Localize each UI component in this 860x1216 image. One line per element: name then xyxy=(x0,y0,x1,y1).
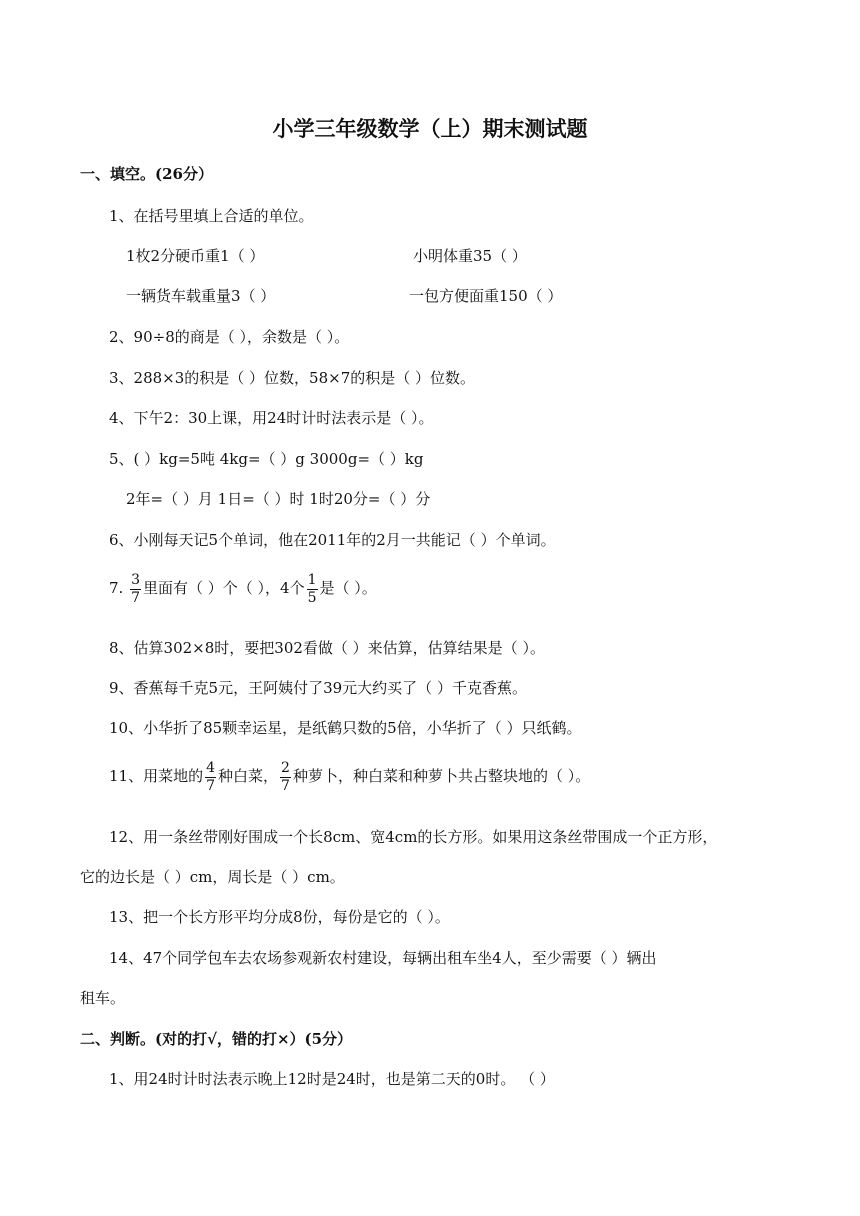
q11-f1-denominator: 7 xyxy=(206,777,216,794)
q7-prefix: 7. xyxy=(109,579,124,597)
q11-f2-numerator: 2 xyxy=(281,759,290,776)
question-14a: 14、47个同学包车去农场参观新农村建设，每辆出租车坐4人，至少需要（ ）辆出 xyxy=(109,949,657,967)
q11-suffix: 种萝卜，种白菜和种萝卜共占整块地的（ ）。 xyxy=(292,767,591,785)
q11-fraction-1 xyxy=(205,760,216,795)
question-2: 2、90÷8的商是（ ），余数是（ ）。 xyxy=(109,328,350,346)
question-5b: 2年=（ ）月 1日=（ ）时 1时20分=（ ）分 xyxy=(126,490,431,508)
section1-heading: 一、填空。(26分） xyxy=(80,165,213,183)
question-6: 6、小刚每天记5个单词，他在2011年的2月一共能记（ ）个单词。 xyxy=(109,531,556,549)
question-3: 3、288×3的积是（ ）位数，58×7的积是（ ）位数。 xyxy=(109,369,476,387)
q7-fraction-2 xyxy=(307,572,318,607)
page-title: 小学三年级数学（上）期末测试题 xyxy=(272,116,588,141)
q7-fraction-1 xyxy=(130,572,141,607)
question-10: 10、小华折了85颗幸运星，是纸鹤只数的5倍，小华折了（ ）只纸鹤。 xyxy=(109,719,582,737)
question-4: 4、下午2：30上课，用24时计时法表示是（ ）。 xyxy=(109,409,434,427)
question-12b: 它的边长是（ ）cm，周长是（ ）cm。 xyxy=(80,868,345,886)
question-1c: 一辆货车载重量3（ ） xyxy=(126,287,276,305)
question-5a: 5、( ）kg=5吨 4kg=（ ）g 3000g=（ ）kg xyxy=(109,450,424,468)
question-14b: 租车。 xyxy=(80,989,126,1007)
question-9: 9、香蕉每千克5元，王阿姨付了39元大约买了（ ）千克香蕉。 xyxy=(109,679,527,697)
question-13: 13、把一个长方形平均分成8份，每份是它的（ ）。 xyxy=(109,908,450,926)
question-1b: 小明体重35（ ） xyxy=(413,247,527,265)
question-1d: 一包方便面重150（ ） xyxy=(409,287,563,305)
q11-fraction-2 xyxy=(280,760,291,795)
q11-f1-numerator: 4 xyxy=(206,759,216,776)
question-11 xyxy=(109,756,590,796)
question-8: 8、估算302×8时，要把302看做（ ）来估算，估算结果是（ ）。 xyxy=(109,639,545,657)
question-1a: 1枚2分硬币重1（ ） xyxy=(126,247,265,265)
section2-heading: 二、判断。(对的打√，错的打×）(5分） xyxy=(80,1030,353,1048)
q11-prefix: 11、用菜地的 xyxy=(109,767,204,785)
q11-f2-denominator: 7 xyxy=(281,777,290,794)
q7-mid: 里面有（ ）个（ ），4个 xyxy=(143,579,305,597)
judge-question-1: 1、用24时计时法表示晚上12时是24时，也是第二天的0时。 （ ） xyxy=(109,1070,555,1088)
q7-f1-numerator: 3 xyxy=(131,571,141,588)
q7-suffix: 是（ ）。 xyxy=(319,579,377,597)
q7-f2-numerator: 1 xyxy=(307,571,317,588)
question-12a: 12、用一条丝带刚好围成一个长8cm、宽4cm的长方形。如果用这条丝带围成一个正方形， xyxy=(109,828,718,846)
q7-f1-denominator: 7 xyxy=(131,589,141,606)
q11-mid: 种白菜， xyxy=(218,767,279,785)
question-7 xyxy=(109,568,377,608)
question-1: 1、在括号里填上合适的单位。 xyxy=(109,207,314,225)
q7-f2-denominator: 5 xyxy=(307,589,317,606)
